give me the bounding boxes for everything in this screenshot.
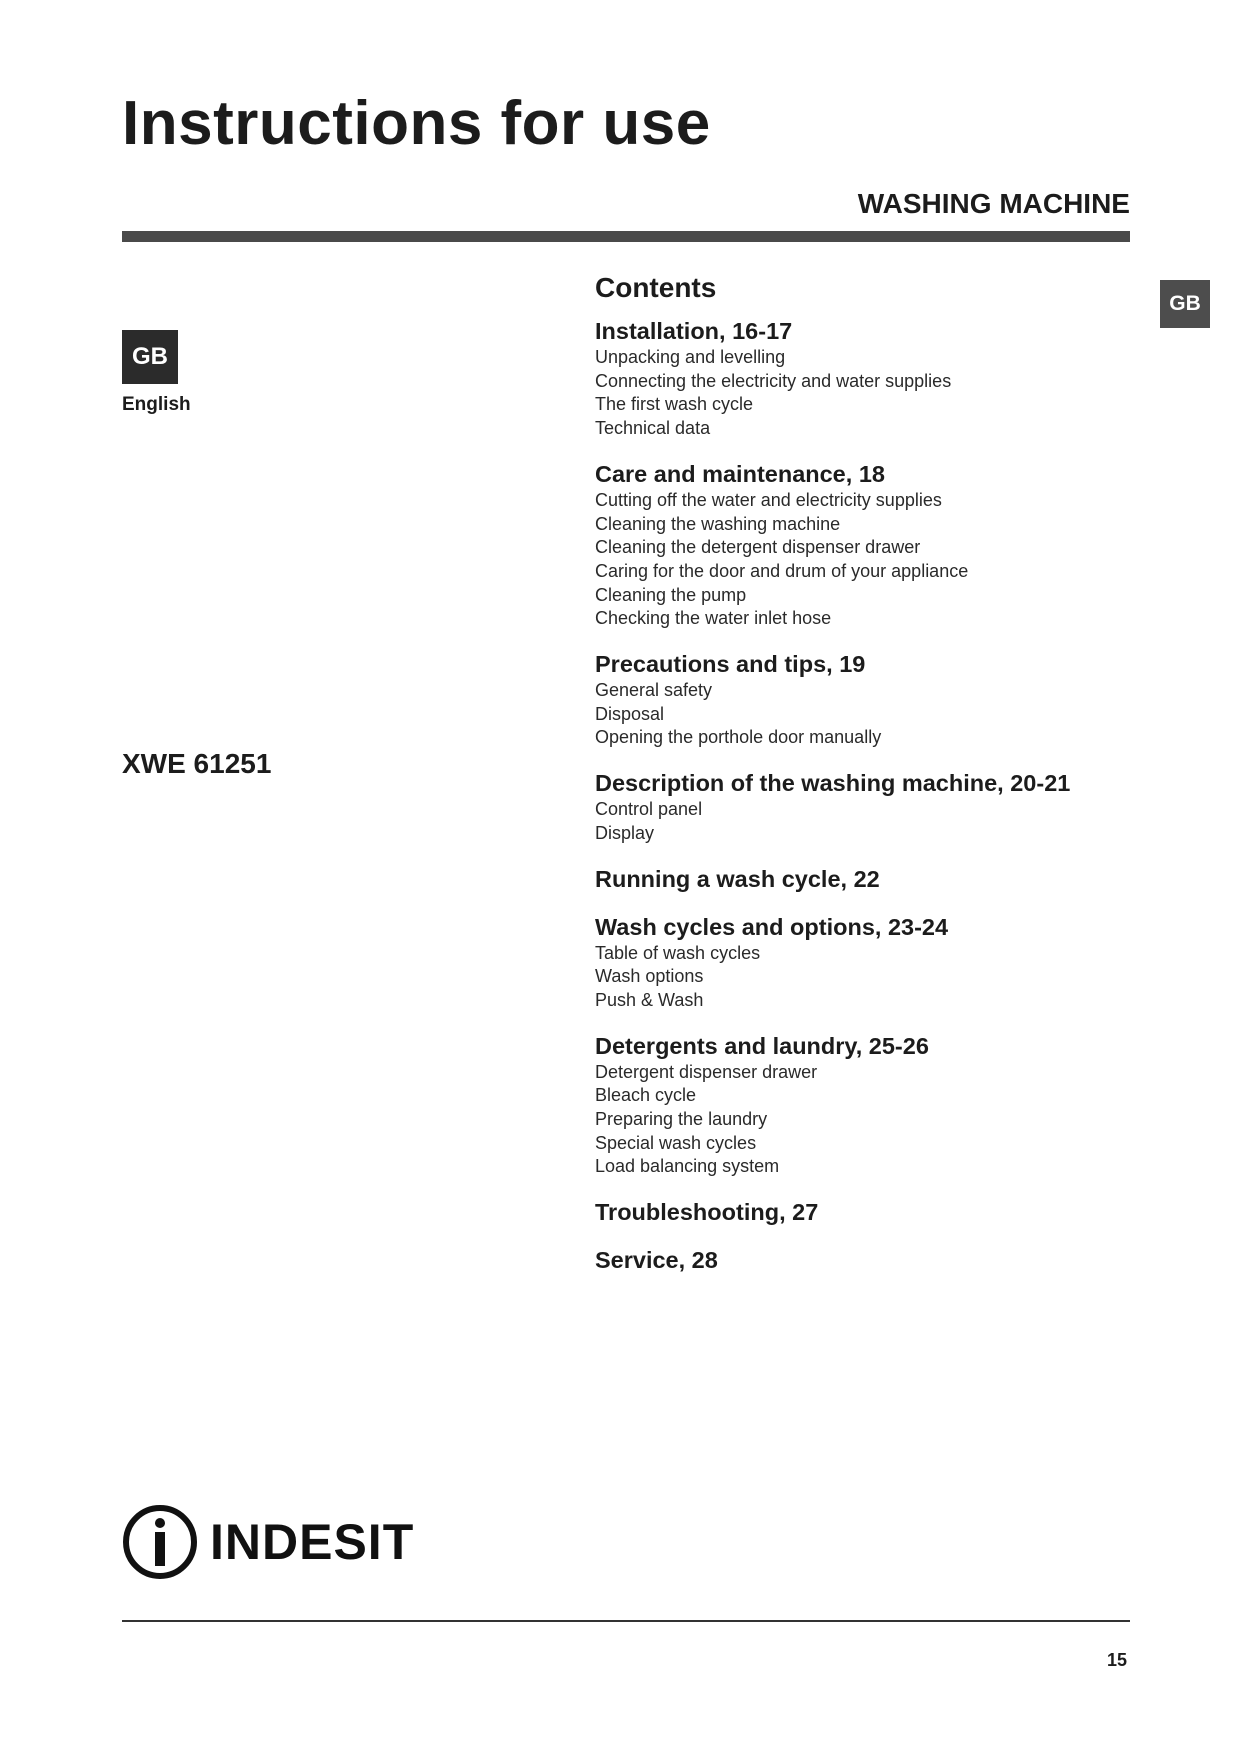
document-subtitle: WASHING MACHINE	[857, 188, 1130, 219]
table-of-contents	[595, 272, 1155, 1293]
section-title: Precautions and tips, 19	[595, 651, 866, 678]
section-subitem: General safety	[595, 680, 713, 701]
section-subitem: Checking the water inlet hose	[595, 608, 832, 629]
side-language-tab: GB	[1160, 280, 1210, 328]
contents-section	[595, 864, 1155, 894]
section-subitem: Connecting the electricity and water supplies	[595, 370, 952, 391]
info-circle-icon	[120, 1502, 200, 1582]
section-subitem: Technical data	[595, 418, 711, 439]
section-title: Troubleshooting, 27	[595, 1199, 819, 1226]
section-subitem: Opening the porthole door manually	[595, 727, 882, 748]
language-name: English	[122, 394, 191, 415]
section-subitem: Special wash cycles	[595, 1132, 757, 1153]
section-title: Care and maintenance, 18	[595, 460, 885, 487]
section-subitem: Disposal	[595, 703, 665, 724]
section-subitem: Cleaning the detergent dispenser drawer	[595, 537, 921, 558]
contents-sections	[595, 316, 1155, 1275]
page-title: Instructions for use	[122, 89, 711, 158]
section-subitem: Load balancing system	[595, 1156, 780, 1177]
contents-section	[595, 1245, 1155, 1275]
section-title: Running a wash cycle, 22	[595, 865, 880, 892]
contents-section	[595, 768, 1155, 845]
language-badge: GB	[122, 330, 178, 384]
section-subitem: The first wash cycle	[595, 394, 754, 415]
section-subitem: Caring for the door and drum of your appliance	[595, 560, 969, 581]
page-number: 15	[1106, 1650, 1127, 1670]
section-subitem: Table of wash cycles	[595, 942, 761, 963]
contents-section	[595, 912, 1155, 1013]
contents-heading: Contents	[595, 272, 717, 303]
brand-name: INDESIT	[210, 1514, 415, 1570]
contents-section	[595, 1197, 1155, 1227]
section-title: Installation, 16-17	[595, 318, 793, 344]
section-subitem: Control panel	[595, 799, 703, 820]
contents-section	[595, 1031, 1155, 1180]
contents-section	[595, 459, 1155, 631]
section-title: Wash cycles and options, 23-24	[595, 913, 949, 940]
section-subitem: Push & Wash	[595, 989, 704, 1010]
brand-logo	[120, 1502, 414, 1582]
contents-section	[595, 316, 1155, 441]
section-subitem: Bleach cycle	[595, 1085, 697, 1106]
header-divider	[122, 231, 1130, 242]
model-number: XWE 61251	[122, 748, 272, 779]
section-subitem: Detergent dispenser drawer	[595, 1061, 818, 1082]
section-subitem: Cutting off the water and electricity supplies	[595, 489, 942, 510]
section-title: Detergents and laundry, 25-26	[595, 1032, 929, 1059]
contents-section	[595, 649, 1155, 750]
section-subitem: Preparing the laundry	[595, 1109, 768, 1130]
section-title: Description of the washing machine, 20-21	[595, 770, 1071, 797]
section-subitem: Unpacking and levelling	[595, 347, 786, 367]
section-subitem: Display	[595, 822, 655, 843]
footer-divider	[122, 1620, 1130, 1622]
section-subitem: Wash options	[595, 966, 704, 987]
section-subitem: Cleaning the pump	[595, 584, 747, 605]
section-subitem: Cleaning the washing machine	[595, 513, 841, 534]
section-title: Service, 28	[595, 1247, 718, 1274]
